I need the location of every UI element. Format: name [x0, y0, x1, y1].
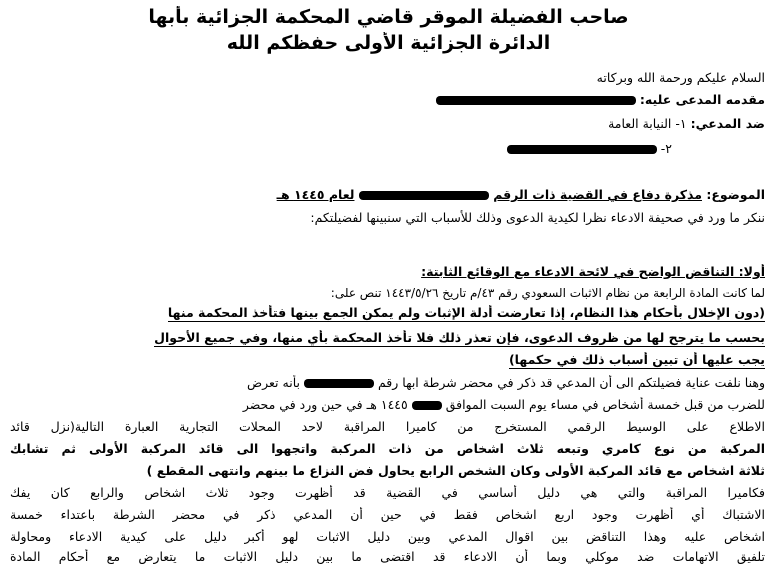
- plaintiff-line: [0, 92, 777, 107]
- body-line-7: الاشتباك أي أظهرت وجود اربع اشخاص فقط في حين أن المدعي ذكر في محضر الشرطة باعتداء خمسة: [10, 507, 765, 522]
- header-line-1: صاحب الفضيلة الموقر قاضي المحكمة الجزائية بأبها: [148, 6, 629, 28]
- body-line-2-text: للضرب من قبل خمسة أشخاص في مساء يوم السبت الموافق: [445, 397, 765, 412]
- header-line-2: الدائرة الجزائية الأولى حفظكم الله: [226, 32, 551, 54]
- law-quote-line-1: [0, 305, 777, 322]
- body-line-1-text: وهنا نلفت عناية فضيلتكم الى أن المدعي قد ذكر في محضر شرطة ابها رقم: [377, 375, 765, 390]
- law-quote-text-3: يجب عليها أن تبين أسباب ذلك في حكمها): [508, 352, 765, 367]
- body-line-6: فكاميرا المراقبة والتي هي دليل أساسي في القضية قد أظهرت وجود ثلاث اشخاص والرابع كان يفك: [10, 485, 765, 500]
- body-line-2-tail: ١٤٤٥ هـ في حين ورد في محضر: [242, 397, 408, 412]
- defendant-2-prefix: ٢-: [660, 141, 672, 156]
- body-line-1: [0, 375, 777, 390]
- section-1-heading: [0, 264, 777, 279]
- redaction-mark: [359, 191, 489, 200]
- subject-label: الموضوع:: [706, 187, 765, 202]
- defendant-line: [0, 116, 777, 131]
- law-quote-text-2: بحسب ما يترجح لها من ظروف الدعوى، فإن تعذر ذلك فلا تأخذ المحكمة بأي منها، وفي جميع الأحوال: [154, 330, 765, 345]
- law-quote-line-3: [0, 352, 777, 369]
- defendant-2-line: [0, 141, 777, 156]
- redaction-mark: [412, 401, 442, 410]
- defendant-label: ضد المدعي:: [690, 116, 765, 131]
- body-line-5: ثلاثة اشخاص مع قائد المركبة الأولى وكان الشخص الرابع يحاول فض النزاع ما بينهم وانتهى المقطع ): [146, 463, 765, 478]
- body-line-9: تلفيق الاتهامات ضد موكلي وبما أن الادعاء قد اقتضى ما بين دليل الاثبات ما يتعارض مع أحكام المادة: [10, 549, 765, 564]
- body-line-3: الاطلاع على الوسيط الرقمي المستخرج من كاميرا المراقبة لاحد المحلات التجارية العبارة التالية(نزل قائد: [10, 419, 765, 434]
- redaction-mark: [304, 379, 374, 388]
- law-intro-line: لما كانت المادة الرابعة من نظام الاثبات السعودي رقم ٤٣/م تاريخ ١٤٤٣/٥/٢٦ تنص على:: [330, 286, 765, 300]
- redaction-mark: [436, 96, 636, 105]
- greeting: السلام عليكم ورحمة الله وبركاته: [596, 70, 765, 85]
- subject-year: لعام ١٤٤٥ هـ: [276, 187, 355, 202]
- plaintiff-label: مقدمه المدعى عليه:: [639, 92, 765, 107]
- body-line-4: المركبة من نوع كامري وتبعه ثلاث اشخاص من ذات المركبة واتجهوا الى قائد المركبة الأولى ثم تشابك: [10, 441, 765, 456]
- body-line-1-tail: بأنه تعرض: [247, 375, 300, 390]
- law-quote-line-2: [0, 330, 777, 347]
- intro-paragraph: ننكر ما ورد في صحيفة الادعاء نظرا لكيدية الدعوى وذلك للأسباب التي سنبينها لفضيلتكم:: [310, 210, 765, 225]
- section-1-heading-text: أولا: التناقض الواضح في لائحة الادعاء مع الوقائع الثابتة:: [421, 264, 765, 279]
- body-line-8: اشخاص عليه وهذا التناقض بين اقوال المدعي وبين دليل الاثبات لهو أكبر دليل على كيدية الادعاء ومحاولة: [10, 529, 765, 544]
- redaction-mark: [507, 145, 657, 154]
- subject-line: [0, 187, 777, 202]
- law-quote-text-1: (دون الإخلال بأحكام هذا النظام، إذا تعارضت أدلة الإثبات ولم يمكن الجمع بينها فتأخذ المحكمة منها: [167, 305, 765, 320]
- subject-text: مذكرة دفاع في القضية ذات الرقم: [493, 187, 702, 202]
- defendant-1: ١- النيابة العامة: [608, 116, 687, 131]
- body-line-2: [0, 397, 777, 412]
